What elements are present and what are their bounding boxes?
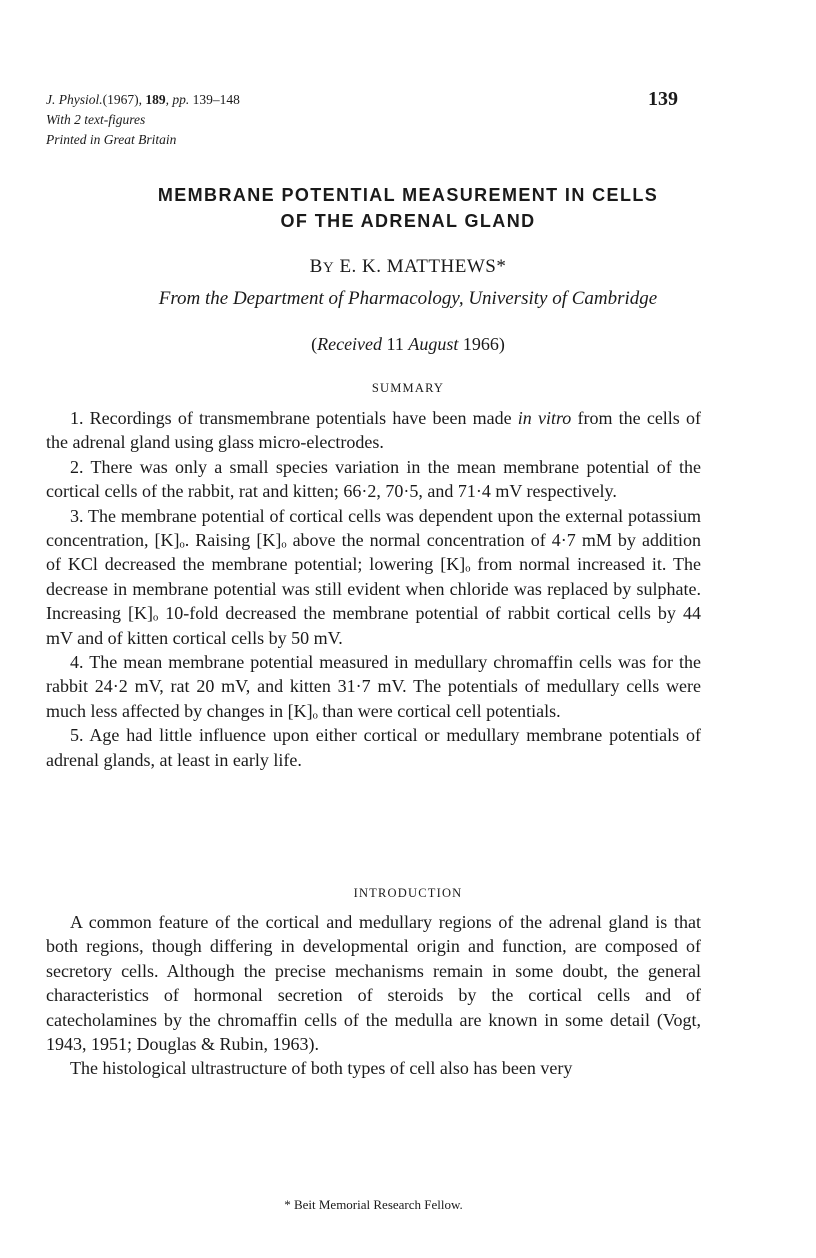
introduction-heading: INTRODUCTION — [353, 886, 463, 900]
summary-item-2: 2. There was only a small species variation in the mean membrane potential of the cortical cells of the rabbit, rat and kitten; 66·2, 70·5, and 71·4 mV respectively. — [46, 456, 701, 502]
pages-prefix: , pp. — [165, 92, 190, 107]
journal-header — [46, 90, 240, 150]
printed-note: Printed in Great Britain — [46, 132, 177, 147]
received-date — [46, 334, 770, 355]
title-line-1: MEMBRANE POTENTIAL MEASUREMENT IN CELLS — [157, 185, 659, 205]
received-year: 1966) — [458, 334, 505, 354]
summary-item-4: 4. The mean membrane potential measured in medullary chromaffin cells was for the rabbit 24·2 mV, rat 20 mV, and kitten 31·7 mV. The potentials of medullary cells were much less affected by changes in [K]ₒ than were cortical cell potentials. — [46, 652, 701, 721]
summary-item-1-text: 1. Recordings of transmembrane potentials have been made — [70, 408, 518, 428]
author-line — [46, 256, 770, 278]
journal-name: J. Physiol. — [46, 92, 103, 107]
summary-body — [46, 406, 701, 772]
figures-note: With 2 text-figures — [46, 112, 146, 127]
author-name: E. K. MATTHEWS* — [339, 256, 507, 277]
summary-heading: SUMMARY — [371, 381, 445, 395]
received-word: Received — [317, 334, 383, 354]
introduction-paragraph-1: A common feature of the cortical and medullary regions of the adrenal gland is that both regions, though differing in developmental origin and function, are composed of secretory cells. Although the precise mechanisms remain in some doubt, the general characteristics of hormonal secretion of steroids by the cortical cells and of catecholamines by the chromaffin cells of the medulla are known in some detail (Vogt, 1943, 1951; Douglas & Rubin, 1963). — [46, 912, 701, 1055]
by-initial: B — [309, 256, 323, 277]
introduction-paragraph-2: The histological ultrastructure of both types of cell also has been very — [70, 1058, 573, 1079]
footnote: * Beit Memorial Research Fellow. — [284, 1197, 463, 1212]
introduction-body — [46, 910, 701, 1081]
page-range: 139–148 — [192, 92, 240, 107]
page-number: 139 — [648, 88, 678, 110]
by-rest: Y — [322, 260, 335, 276]
journal-volume: 189 — [145, 92, 166, 107]
paper-title — [46, 182, 770, 234]
summary-item-5: 5. Age had little influence upon either cortical or medullary membrane potentials of adrenal glands, at least in early life. — [46, 725, 701, 770]
summary-item-3: 3. The membrane potential of cortical cells was dependent upon the external potassium concentration, [K]ₒ. Raising [K]ₒ above the normal concentration of 4·7 mM by addition of KCl decreased the membrane potential; lowering [K]ₒ from normal increased it. The decrease in membrane potential was still evident when chloride was replaced by sulphate. Increasing [K]ₒ 10-fold decreased the membrane potential of rabbit cortical cells by 44 mV and of kitten cortical cells by 50 mV. — [46, 505, 701, 648]
affiliation: From the Department of Pharmacology, University of Cambridge — [158, 288, 658, 309]
summary-item-1 — [46, 406, 701, 455]
received-open: ( — [311, 334, 318, 354]
received-month: August — [408, 334, 459, 354]
summary-item-1-italic: in vitro — [517, 408, 572, 428]
title-line-2: OF THE ADRENAL GLAND — [280, 211, 536, 231]
citation-year: (1967), — [102, 92, 146, 107]
summary-item-1-rest: from the cells of the adrenal gland using glass micro-electrodes. — [46, 408, 701, 453]
received-day: 11 — [382, 334, 409, 354]
citation-line — [46, 90, 240, 110]
